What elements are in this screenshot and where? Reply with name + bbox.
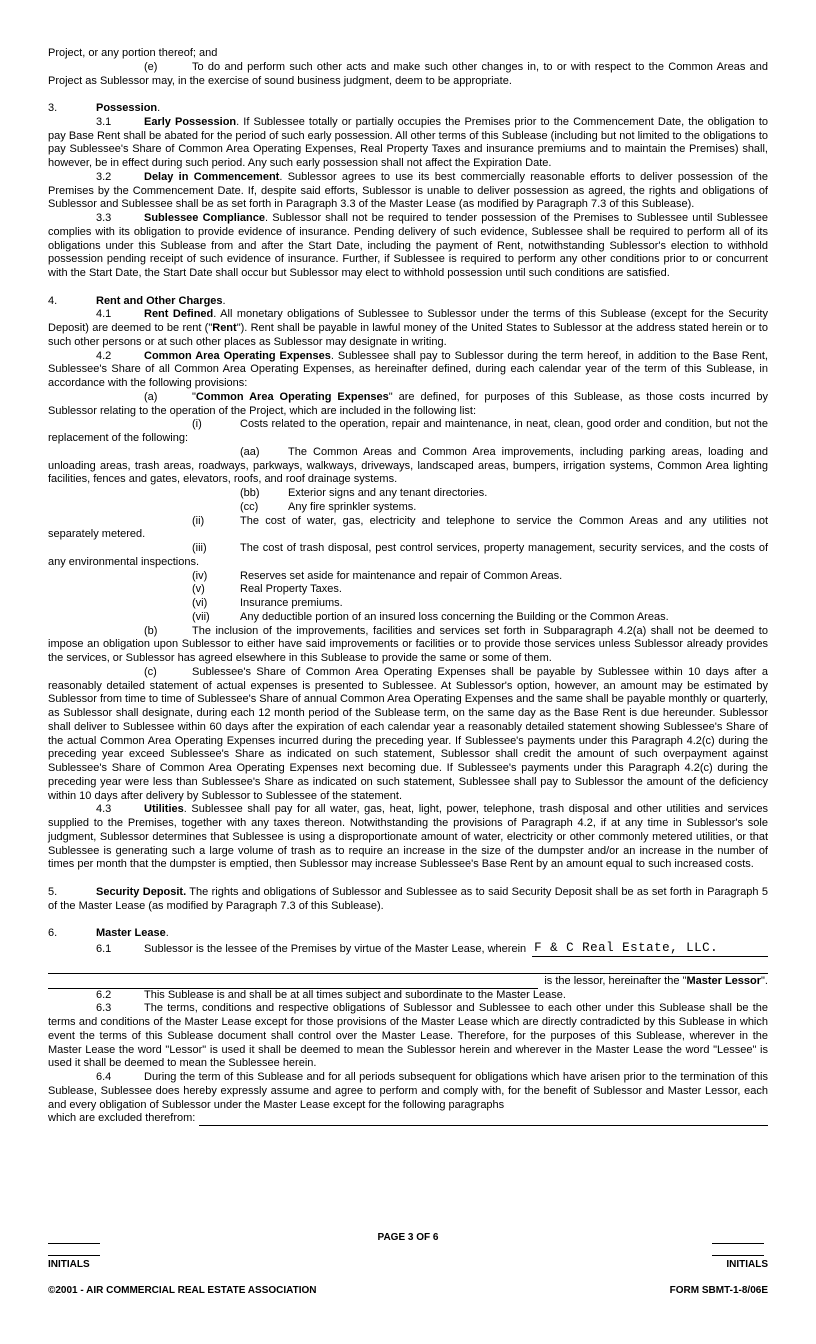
section-3-heading: 3. Possession. [48,102,161,114]
form-number: FORM SBMT-1-8/06E [669,1285,768,1296]
initials-line-right-1[interactable] [712,1243,764,1244]
master-lessor-field-line-2[interactable] [48,957,768,974]
master-lessor-field[interactable]: F & C Real Estate, LLC. [532,941,768,957]
paragraph-3-1: 3.1 Early Possession. If Sublessee totally or partially occupies the Premises prior to the Commencement Date, the obligation to pay Base Rent shall be abated for the period of such early possession. All other terms of this Sublease (including but not limited to the obligations to pay Sublessee's Share of Common Area Operating Expenses, Real Property Taxes and insurance premiums and to maintain the Premises) shall, however, be in effect during such period. Any such early possession shall not affect the Expiration Date. [48,115,769,169]
section-6-heading: 6. Master Lease. [48,927,169,939]
paragraph-6-3: 6.3 The terms, conditions and respective obligations of Sublessor and Sublessee to each other under this Sublease shall be the terms and conditions of the Master Lease except for those provisions of the Master Lease which are directly contradicted by this Sublease in which event the terms of this Sublease document shall control over the Master Lease. Therefore, for the purposes of this Sublease, wherever in the Master Lease the word "Lessor" is used it shall be deemed to mean the Sublessor herein and wherever in the Master Lease the word "Lessee" is used it shall be deemed to mean the Sublessee herein. [48,1002,768,1070]
copyright: ©2001 - AIR COMMERCIAL REAL ESTATE ASSOCIATION [48,1285,317,1296]
master-lessor-field-line-3[interactable] [48,976,538,989]
initials-line-right-2[interactable] [712,1255,764,1256]
paragraph-4-2-a-i-cc: (cc) Any fire sprinkler systems. [240,500,417,513]
paragraph-4-2-c: (c) Sublessee's Share of Common Area Operating Expenses shall be payable by Sublessee within 10 days after a reasonably detailed statement of actual expenses is presented to Sublessee. At Sublessor's option, however, an amount may be estimated by Sublessor from time to time of Sublessee's Share of annual Common Area Operating Expenses and the same shall be payable monthly or quarterly, as Sublessor shall designate, during each 12 month period of the Sublease term, on the same day as the Base Rent is due hereunder. Sublessor shall deliver to Sublessee within 60 days after the expiration of each calendar year a reasonably detailed statement showing Sublessee's Share of the actual Common Area Operating Expenses incurred during the preceding year. If Sublessee's payments under this Paragraph 4.2(c) during the preceding year exceed Sublessee's Share as indicated on such statement, Sublessor shall credit the amount of such overpayment against Sublessee's Share of Common Area Operating Expenses next becoming due. If Sublessee's payments under this Paragraph 4.2(c) during the preceding year were less than Sublessee's Share as indicated on such statement, Sublessee shall pay to Sublessor the amount of the deficiency within 10 days after delivery by Sublessor to Sublessee of the statement. [48,665,768,802]
section-4-heading: 4. Rent and Other Charges. [48,294,226,307]
intro-item-e: (e) To do and perform such other acts and make such other changes in, to or with respect to the Common Areas and Project as Sublessor may, in the exercise of sound business judgment, deem to be appropriate. [48,60,768,87]
paragraph-4-2-a-i: (i) Costs related to the operation, repair and maintenance, in neat, clean, good order and condition, but not the replacement of the following: [48,418,768,444]
paragraph-4-2-b: (b) The inclusion of the improvements, facilities and services set forth in Subparagraph 4.2(a) shall not be deemed to impose an obligation upon Sublessor to either have said improvements or facilities or to provide those services unless Sublessor already provides the services, or Sublessor has agreed elsewhere in this Sublease to provide the same or some of them. [48,624,768,664]
document-page [48,47,768,1126]
paragraph-4-2-a: (a) "Common Area Operating Expenses" are defined, for purposes of this Sublease, as those costs incurred by Sublessor relating to the operation of the Project, which are included in the following list: [48,390,768,417]
paragraph-4-2-a-i-bb: (bb) Exterior signs and any tenant directories. [240,487,488,499]
initials-line-left-2[interactable] [48,1255,100,1256]
initials-label-left: INITIALS [48,1259,90,1270]
paragraph-4-2-a-v: (v) Real Property Taxes. [192,583,342,596]
paragraph-3-2: 3.2 Delay in Commencement. Sublessor agrees to use its best commercially reasonable efforts to deliver possession of the Premises by the Commencement Date. If, despite said efforts, Sublessor is unable to deliver possession as agreed, the rights and obligations of Sublessor and Sublessee shall be as set forth in Paragraph 3.3 of the Master Lease (as modified by Paragraph 7.3 of this Sublease). [48,170,768,211]
paragraph-4-2-a-vi: (vi) Insurance premiums. [192,597,343,609]
paragraph-4-2-a-i-aa: (aa) The Common Areas and Common Area improvements, including parking areas, loading and unloading areas, trash areas, roadways, parkways, walkways, driveways, landscaped areas, bumpers, irrigation systems, Common Area lighting facilities, fences and gates, elevators, roofs, and roof drainage systems. [48,445,768,486]
paragraph-4-2-a-iv: (iv) Reserves set aside for maintenance and repair of Common Areas. [192,569,563,582]
paragraph-4-2-a-iii: (iii) The cost of trash disposal, pest control services, property management, security services, and the costs of any environmental inspections. [48,542,768,568]
page-number: PAGE 3 OF 6 [377,1232,439,1243]
paragraph-6-4-excluded: which are excluded therefrom: [48,1112,768,1126]
paragraph-4-2-a-ii: (ii) The cost of water, gas, electricity and telephone to service the Common Areas and any utilities not separately metered. [48,514,768,541]
item-e-label: (e) [144,60,158,73]
initials-line-left-1[interactable] [48,1243,100,1244]
paragraph-4-2: 4.2 Common Area Operating Expenses. Sublessee shall pay to Sublessor during the term hereof, in addition to the Base Rent, Sublessee's Share of all Common Area Operating Expenses, as hereinafter defined, during each calendar year of the term of this Sublease, in accordance with the following provisions: [48,349,768,389]
paragraph-6-4: 6.4 During the term of this Sublease and for all periods subsequent for obligations which have arisen prior to the termination of this Sublease, Sublessee does hereby expressly assume and agree to perform and comply with, for the benefit of Sublessor and Master Lessor, each and every obligation of Sublessor under the Master Lease except for the following paragraphs [48,1071,768,1111]
intro-line: Project, or any portion thereof; and [48,47,218,59]
excluded-paragraphs-field[interactable] [199,1113,768,1126]
paragraph-6-1-cont: is the lessor, hereinafter the "Master Lessor". [48,975,768,989]
paragraph-6-1: 6.1 Sublessor is the lessee of the Premises by virtue of the Master Lease, wherein F & C Real Estate, LLC. [48,941,768,957]
paragraph-4-1: 4.1 Rent Defined. All monetary obligations of Sublessee to Sublessor under the terms of this Sublease (except for the Security Deposit) are deemed to be rent ("Rent"). Rent shall be payable in lawful money of the United States to Sublessor at the address stated herein or to such other persons or at such other places as Sublessor may designate in writing. [48,308,768,348]
section-5: 5. Security Deposit. The rights and obligations of Sublessor and Sublessee as to said Security Deposit shall be as set forth in Paragraph 5 of the Master Lease (as modified by Paragraph 7.3 of this Sublease). [48,885,768,912]
paragraph-6-2: 6.2 This Sublease is and shall be at all times subject and subordinate to the Master Lease. [96,988,566,1001]
paragraph-4-2-a-vii: (vii) Any deductible portion of an insured loss concerning the Building or the Common Areas. [192,610,669,623]
paragraph-3-3: 3.3 Sublessee Compliance. Sublessor shall not be required to tender possession of the Premises to Sublessee until Sublessee complies with its obligation to provide evidence of insurance. Pending delivery of such evidence, Sublessee shall be required to perform all of its obligations under this Sublease from and after the Start Date, including the payment of Rent, notwithstanding Sublessor's election to withhold possession pending receipt of such evidence of insurance. Further, if Sublessee is required to perform any other conditions prior to or concurrent with the Start Date, the Start Date shall occur but Sublessor may elect to withhold possession until such conditions are satisfied. [48,212,768,279]
initials-label-right: INITIALS [726,1259,768,1270]
paragraph-4-3: 4.3 Utilities. Sublessee shall pay for all water, gas, heat, light, power, telephone, trash disposal and other utilities and services supplied to the Premises, together with any taxes thereon. Notwithstanding the provisions of Paragraph 4.2, if at any time in Sublessor's sole judgment, Sublessor determines that Sublessee is using a disproportionate amount of water, electricity or other commonly metered utilities, or that Sublessee is generating such a large volume of trash as to require an increase in the size of the dumpster and/or an increase in the number of times per month that the dumpster is emptied, then Sublessor may increase Sublessee's Base Rent by an amount equal to such increased costs. [48,803,768,871]
